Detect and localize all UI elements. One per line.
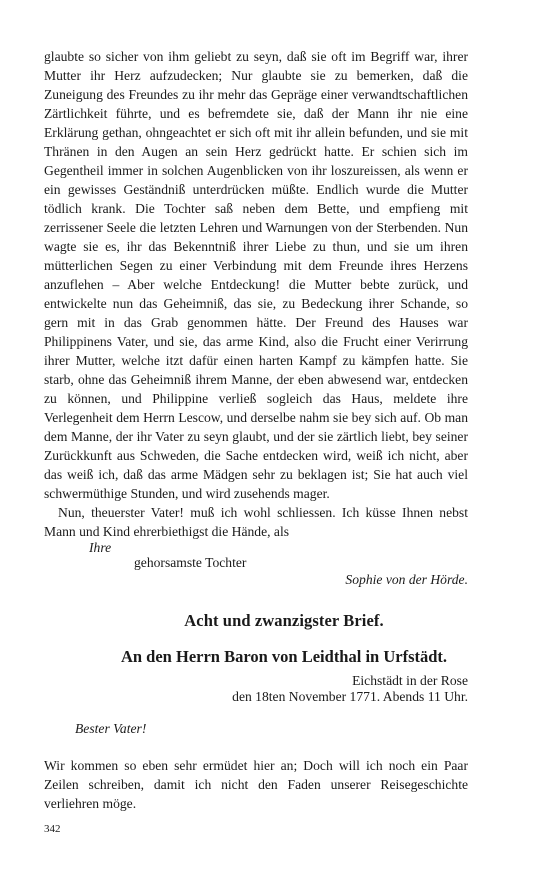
body-paragraph-2: Nun, theuerster Vater! muß ich wohl schliessen. Ich küsse Ihnen nebst Mann und Kind ehrerbiethigst die Hände, als [44,505,468,539]
letter-salutation: Bester Vater! [75,721,147,736]
letter-heading: Acht und zwanzigster Brief. [184,611,384,630]
page-number: 342 [44,823,61,835]
body-paragraph-1: glaubte so sicher von ihm geliebt zu seyn, daß sie oft im Begriff war, ihrer Mutter ihr Herz aufzudecken; Nur glaubte sie zu bemerken, daß die Zuneigung des Freundes zu ihr mehr das Gepräge einer verwandtschaftlichen Zärtlichkeit führte, und es befremdete sie, daß der Mann ihr nie eine Erklärung gethan, ohngeachtet er sich oft mit ihr allein befunden, und sie mit Thränen in den Augen an sein Herz gedrückt hatte. Er schien sich im Gegentheil immer in solchen Augenblicken von ihr loszureissen, als wenn er ein gewisses Geständniß unterdrücken müßte. Endlich wurde die Mutter tödlich krank. Die Tochter saß neben dem Bette, und empfieng mit zerrissener Seele die letzten Lehren und Warnungen von der Sterbenden. Nun wagte sie es, ihr das Bekenntniß ihrer Liebe zu thun, und sie um ihren mütterlichen Segen zu einer Verbindung mit dem Freunde ihres Herzens anzuflehen – Aber welche Entdeckung! die Mutter bebte zurück, und entwickelte nun das Geheimniß, das sie, zu Bedeckung ihrer Schande, so gern mit in das Grab genommen hätte. Der Freund des Hauses war Philippinens Vater, und sie, das arme Kind, also die Frucht einer Verirrung ihrer Mutter, welche itzt dafür einen harten Kampf zu kämpfen hatte. Sie starb, ohne das Geheimniß ihrem Manne, der eben abwesend war, entdecken zu können, und Philippine verließ sogleich das Haus, meldete ihre Verlegenheit dem Herrn Lescow, und derselbe nahm sie bey sich auf. Ob man dem Manne, der ihr Vater zu seyn glaubt, und der sie zärtlich liebt, bey seiner Zurückkunft aus Schweden, die Sache entdecken wird, weiß ich nicht, aber das weiß ich, daß das arme Mädgen sehr zu beklagen ist; Sie hat auch viel schwermüthige Stunden, und wird zusehends mager. [44,49,468,501]
letter-recipient: An den Herrn Baron von Leidthal in Urfstädt. [120,647,448,666]
signature-tochter: gehorsamste Tochter [134,555,247,570]
letter-body-text [44,47,468,541]
signature-ihre: Ihre [89,540,112,555]
letter-place-line-1: Eichstädt in der Rose [352,673,468,688]
signature-name: Sophie von der Hörde. [345,572,468,587]
letter-opening-text: Wir kommen so eben sehr ermüdet hier an; Doch will ich noch ein Paar Zeilen schreiben, damit ich nicht den Faden unserer Reisegeschichte verliehren möge. [44,758,468,811]
letter-place-line-2: den 18ten November 1771. Abends 11 Uhr. [232,689,468,704]
